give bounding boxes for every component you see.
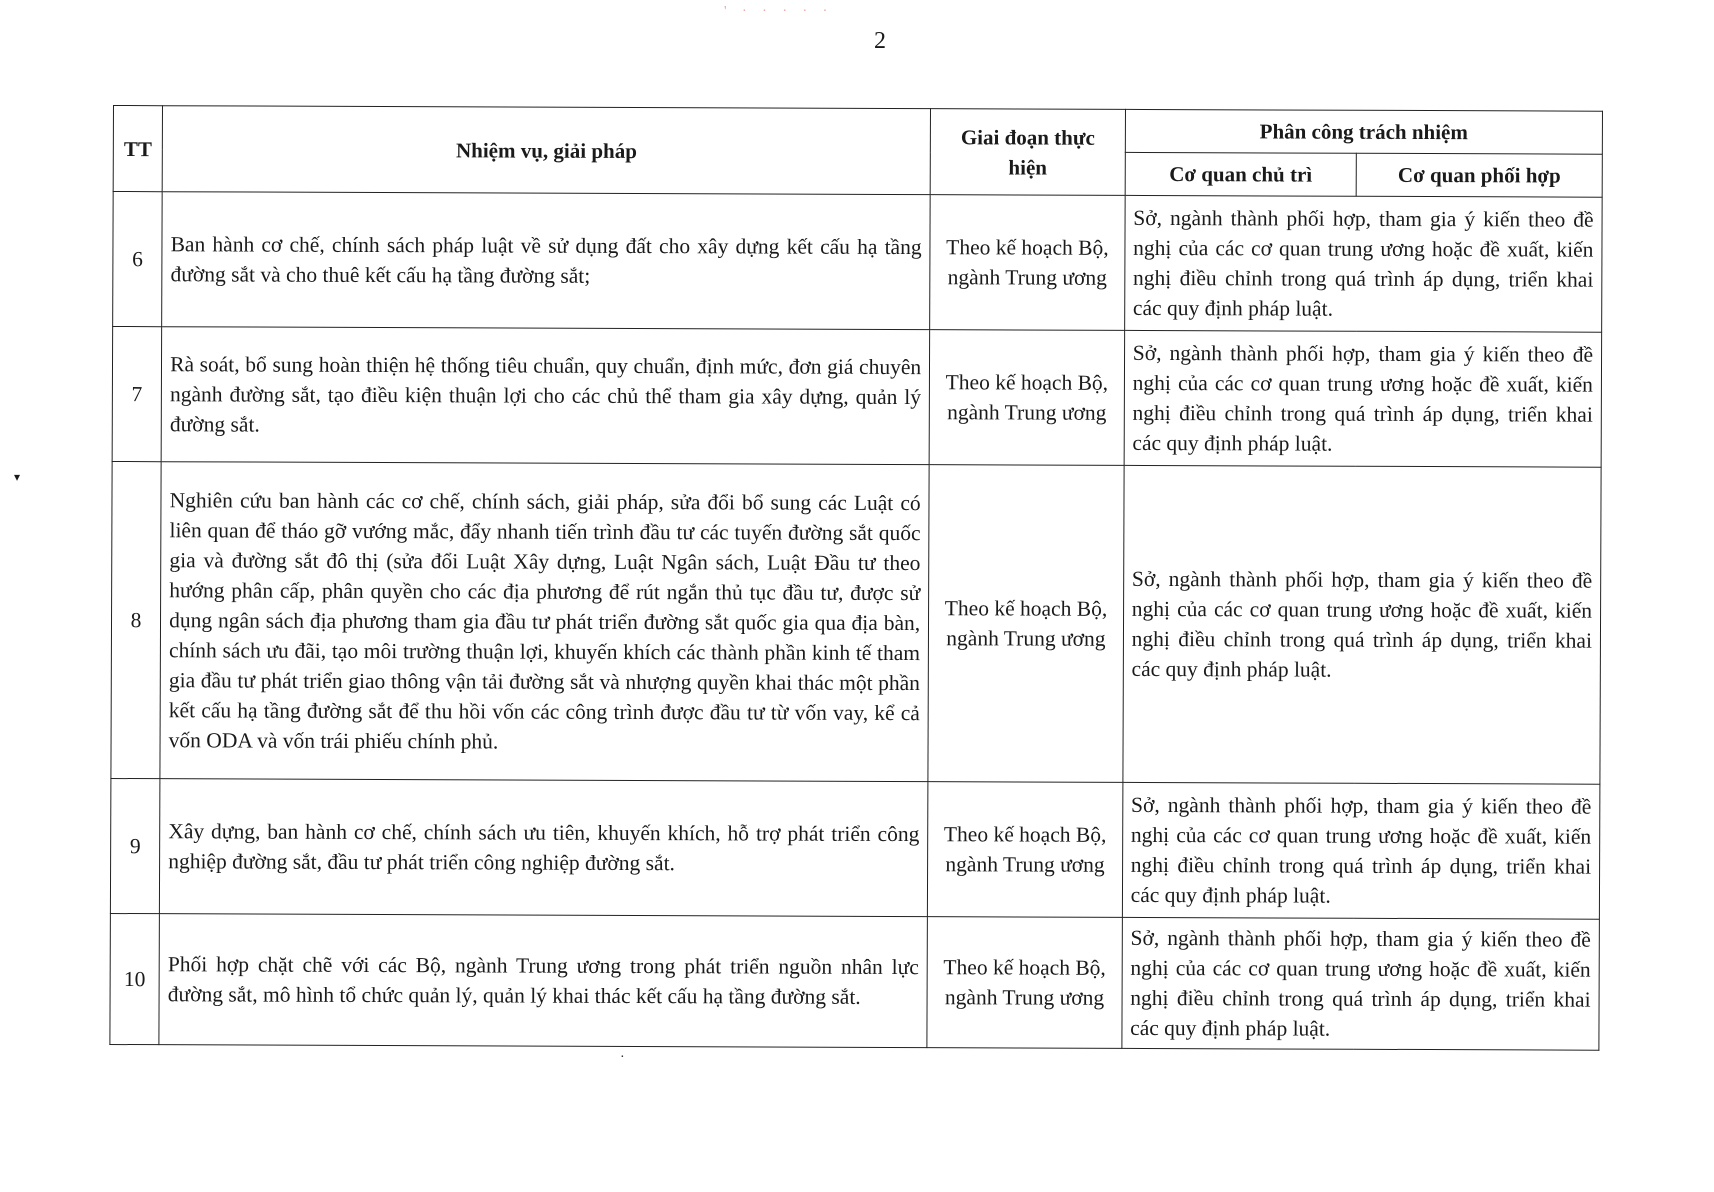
page-number: 2 [874,28,886,54]
implementation-phase: Theo kế hoạch Bộ, ngành Trung ương [928,782,1123,918]
row-number: 6 [113,192,163,327]
responsibility-text: Sở, ngành thành phối hợp, tham gia ý kiến theo đề nghị của các cơ quan trung ương hoặc đề xuất, kiến nghị điều chỉnh trong quá trình áp dụng, triển khai các quy định pháp luật. [1124,330,1602,467]
header-phase: Giai đoạn thực hiện [930,109,1125,196]
task-table [109,105,1603,1051]
faint-stamp-mark: ' · · · · · [724,4,834,19]
task-description: Nghiên cứu ban hành các cơ chế, chính sách, giải pháp, sửa đổi bổ sung các Luật có liên quan để tháo gỡ vướng mắc, đẩy nhanh tiến trình đầu tư các tuyến đường sắt quốc gia và đường sắt đô thị (sửa đổi Luật Xây dựng, Luật Ngân sách, Luật Đầu tư theo hướng phân cấp, phân quyền cho các địa phương để rút ngắn thủ tục đầu tư, được sử dụng ngân sách địa phương tham gia đầu tư phát triển đường sắt quốc gia qua địa bàn, chính sách ưu đãi, tạo môi trường thuận lợi, khuyến khích các thành phần kinh tế tham gia đầu tư phát triển giao thông vận tải đường sắt và nhượng quyền khai thác một phần kết cấu hạ tầng đường sắt để thu hồi vốn các công trình được đầu tư từ vốn vay, kể cả vốn ODA và vốn trái phiếu chính phủ. [160,462,929,782]
task-description: Xây dựng, ban hành cơ chế, chính sách ưu tiên, khuyến khích, hỗ trợ phát triển công nghiệp đường sắt, đầu tư phát triển công nghiệp đường sắt. [160,779,929,917]
responsibility-text: Sở, ngành thành phối hợp, tham gia ý kiến theo đề nghị của các cơ quan trung ương hoặc đề xuất, kiến nghị điều chỉnh trong quá trình áp dụng, triển khai các quy định pháp luật. [1124,195,1602,332]
implementation-phase: Theo kế hoạch Bộ, ngành Trung ương [927,917,1122,1049]
task-description: Rà soát, bổ sung hoàn thiện hệ thống tiêu chuẩn, quy chuẩn, định mức, đơn giá chuyên ngành đường sắt, tạo điều kiện thuận lợi cho các chủ thể tham gia xây dựng, quản lý đường sắt. [161,327,930,465]
header-task: Nhiệm vụ, giải pháp [162,106,930,195]
implementation-phase: Theo kế hoạch Bộ, ngành Trung ương [929,330,1124,466]
scan-speck: · [620,1050,625,1065]
table-row [113,192,1603,333]
responsibility-text: Sở, ngành thành phối hợp, tham gia ý kiến theo đề nghị của các cơ quan trung ương hoặc đề xuất, kiến nghị điều chỉnh trong quá trình áp dụng, triển khai các quy định pháp luật. [1122,917,1600,1050]
responsibility-text: Sở, ngành thành phối hợp, tham gia ý kiến theo đề nghị của các cơ quan trung ương hoặc đề xuất, kiến nghị điều chỉnh trong quá trình áp dụng, triển khai các quy định pháp luật. [1123,465,1601,784]
task-description: Ban hành cơ chế, chính sách pháp luật về sử dụng đất cho xây dựng kết cấu hạ tầng đường sắt và cho thuê kết cấu hạ tầng đường sắt; [162,192,931,330]
header-tt: TT [113,106,162,192]
table-row [111,461,1601,784]
header-coop-agency: Cơ quan phối hợp [1356,153,1602,197]
table-row [110,778,1600,919]
table-row [110,913,1599,1050]
scan-speck: ▾ [14,470,21,484]
header-lead-agency: Cơ quan chủ trì [1125,152,1357,196]
table-header [113,106,1602,198]
table-row [112,327,1602,468]
responsibility-text: Sở, ngành thành phối hợp, tham gia ý kiến theo đề nghị của các cơ quan trung ương hoặc đề xuất, kiến nghị điều chỉnh trong quá trình áp dụng, triển khai các quy định pháp luật. [1122,782,1600,919]
row-number: 10 [110,913,160,1044]
task-description: Phối hợp chặt chẽ với các Bộ, ngành Trung ương trong phát triển nguồn nhân lực đường sắt, mô hình tổ chức quản lý, quản lý khai thác kết cấu hạ tầng đường sắt. [159,914,928,1048]
row-number: 9 [110,778,160,913]
implementation-phase: Theo kế hoạch Bộ, ngành Trung ương [928,465,1124,783]
row-number: 8 [111,461,161,778]
row-number: 7 [112,327,162,462]
header-responsibility: Phân công trách nhiệm [1125,109,1602,154]
implementation-phase: Theo kế hoạch Bộ, ngành Trung ương [930,195,1125,331]
